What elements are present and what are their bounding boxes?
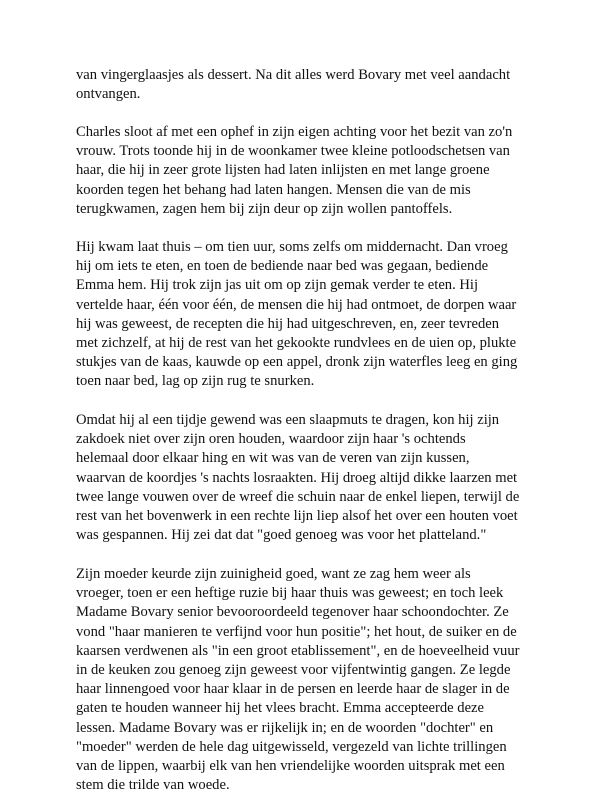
text-line: vrouw. Trots toonde hij in de woonkamer twee kleine potloodschetsen van [76,143,510,160]
text-line: stukjes van de kaas, kauwde op een appel, dronk zijn waterfles leeg en ging [76,354,518,371]
text-line: twee lange vouwen over de wreef die schuin naar de enkel liepen, terwijl de [76,488,520,505]
text-line: Emma hem. Hij trok zijn jas uit om op zijn gemak verder te eten. Hij [76,277,479,294]
text-line: lessen. Madame Bovary was er rijkelijk in; en de woorden "dochter" en [76,719,494,736]
text-line: koorden tegen het behang had laten hangen. Mensen die van de mis [76,181,471,198]
text-line: rest van het bovenwerk in een rechte lijn liep alsof het over een houten voet [76,508,518,525]
paragraph-5 [76,565,532,795]
text-line: met zichzelf, at hij de rest van het gekookte rundvlees en de uien op, plukte [76,335,517,352]
text-line: vroeger, toen er een heftige ruzie bij haar thuis was geweest; en toch leek [76,585,504,602]
text-line: ontvangen. [76,86,141,103]
text-line: Charles sloot af met een ophef in zijn eigen achting voor het bezit van zo'n [76,124,513,140]
text-line: Hij kwam laat thuis – om tien uur, soms zelfs om middernacht. Dan vroeg [76,239,508,255]
paragraph-2 [76,123,532,219]
text-line: kaarsen verdwenen als "in een groot etablissement", en de hoeveelheid vuur [76,642,520,659]
text-line: toen naar bed, lag op zijn rug te snurken. [76,373,315,390]
text-line: vertelde haar, één voor één, de mensen die hij had ontmoet, de dorpen waar [76,296,517,313]
text-line: helemaal door elkaar hing en wit was van de veren van zijn kussen, [76,450,470,467]
text-line: gaten te houden wanneer hij het vlees bracht. Emma accepteerde deze [76,700,485,717]
text-line: terugkwamen, zagen hem bij zijn deur op zijn wollen pantoffels. [76,200,453,217]
text-line: haar linnengoed voor haar klaar in de persen en leerde haar de slager in de [76,681,510,698]
text-line: stem die trilde van woede. [76,777,230,794]
text-line: was gespannen. Hij zei dat dat "goed genoeg was voor het platteland." [76,527,487,544]
text-line: van de lippen, waarbij elk van hen vriendelijke woorden uitsprak met een [76,758,505,775]
paragraph-1 [76,66,532,104]
paragraph-3 [76,238,532,392]
text-line: hij om iets te eten, en toen de bediende naar bed was gegaan, bediende [76,258,489,275]
text-line: waarvan de koordjes 's nachts losraakten. Hij droeg altijd dikke laarzen met [76,469,518,486]
text-line: hij was geweest, de recepten die hij had uitgeschreven, en, zeer tevreden [76,315,500,332]
text-line: Madame Bovary senior bevooroordeeld tegenover haar schoondochter. Ze [76,604,509,621]
paragraph-4 [76,411,532,545]
text-line: van vingerglaasjes als dessert. Na dit alles werd Bovary met veel aandacht [76,67,511,83]
text-line: Omdat hij al een tijdje gewend was een slaapmuts te dragen, kon hij zijn [76,412,500,428]
text-line: Zijn moeder keurde zijn zuinigheid goed, want ze zag hem weer als [76,566,471,582]
text-line: "moeder" werden de hele dag uitgewisseld, vergezeld van lichte trillingen [76,738,507,755]
text-line: vond "haar manieren te verfijnd voor hun positie"; het hout, de suiker en de [76,623,517,640]
text-line: zakdoek niet over zijn oren houden, waardoor zijn haar 's ochtends [76,431,466,448]
text-line: in de keuken zou genoeg zijn geweest voor vijfentwintig gangen. Ze legde [76,662,511,679]
text-line: haar, die hij in zeer grote lijsten had laten inlijsten en met lange groene [76,162,490,179]
